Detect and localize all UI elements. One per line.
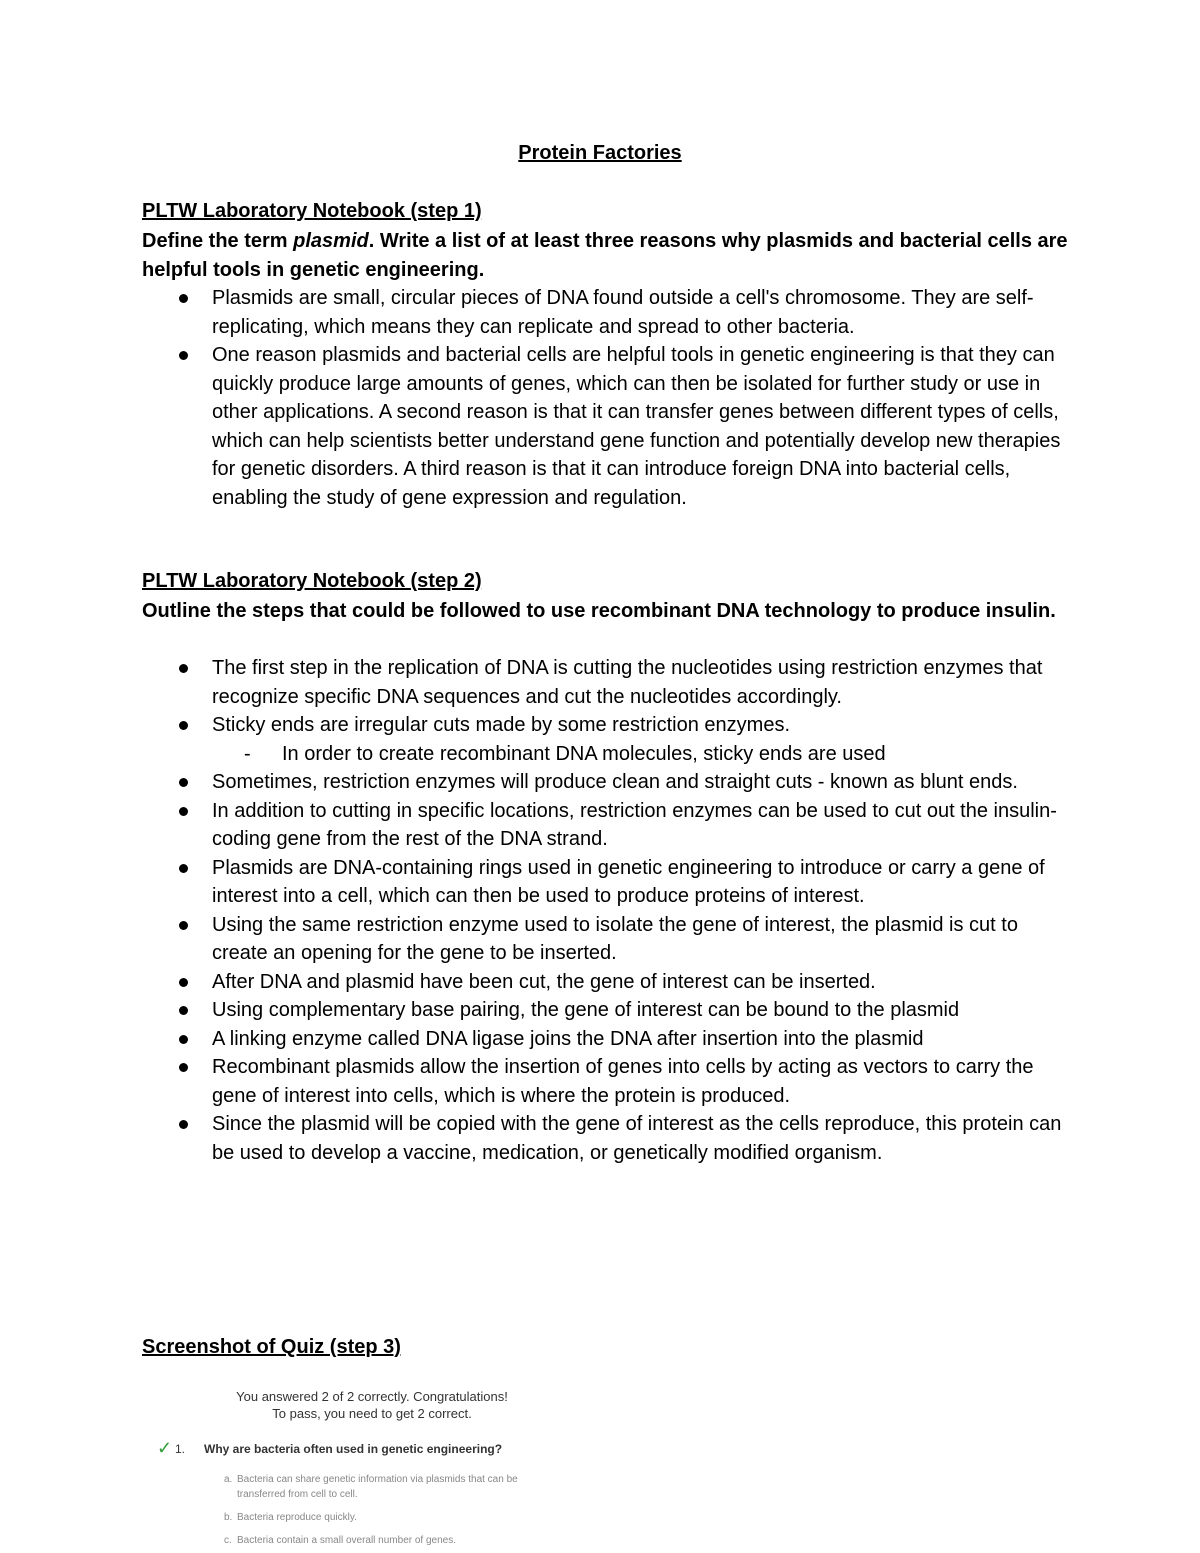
list-item-text: In addition to cutting in specific locations, restriction enzymes can be used to cut out the insulin-coding gene from the rest of the DNA strand.	[212, 799, 1057, 850]
list-item	[142, 1025, 1072, 1054]
list-item-text: A linking enzyme called DNA ligase joins the DNA after insertion into the plasmid	[212, 1027, 924, 1050]
question-number: 1.	[175, 1442, 186, 1456]
step1-prompt-post: . Write a list of at least three reasons why plasmids and bacterial cells are helpful tools in genetic engineering.	[142, 230, 1068, 281]
list-item-text: One reason plasmids and bacterial cells are helpful tools in genetic engineering is that they can quickly produce large amounts of genes, which can then be isolated for further study or use in other applications. A second reason is that it can transfer genes between different types of cells, which can help scientists better understand gene function and potentially develop new therapies for genetic disorders. A third reason is that it can introduce foreign DNA into bacterial cells, enabling the study of gene expression and regulation.	[212, 344, 1061, 509]
quiz-pass-line: To pass, you need to get 2 correct.	[272, 1406, 472, 1421]
step3-heading: Screenshot of Quiz (step 3)	[142, 1336, 401, 1358]
step1-prompt-pre: Define the term	[142, 230, 294, 252]
option-text: Bacteria can share genetic information via plasmids that can be transferred from cell to cell.	[237, 1474, 518, 1500]
list-item-text: Using the same restriction enzyme used to isolate the gene of interest, the plasmid is cut to create an opening for the gene to be inserted.	[212, 913, 1018, 964]
quiz-screenshot	[142, 1380, 702, 1553]
bullet-icon	[179, 1006, 188, 1015]
option-text: Bacteria contain a small overall number of genes.	[237, 1535, 457, 1546]
option-text: Bacteria reproduce quickly.	[237, 1512, 357, 1523]
bullet-icon	[179, 294, 188, 303]
bullet-icon	[179, 978, 188, 987]
list-item	[142, 911, 1072, 968]
list-item	[142, 768, 1072, 797]
answer-option	[224, 1510, 544, 1525]
bullet-icon	[179, 664, 188, 673]
list-item-text: Sometimes, restriction enzymes will produce clean and straight cuts - known as blunt ends.	[212, 771, 1018, 793]
list-item-text: Plasmids are small, circular pieces of DNA found outside a cell's chromosome. They are self-replicating, which means they can replicate and spread to other bacteria.	[212, 287, 1034, 338]
bullet-icon	[179, 1120, 188, 1129]
step2-heading: PLTW Laboratory Notebook (step 2)	[142, 570, 482, 592]
answer-option	[224, 1472, 544, 1502]
sub-list-item	[142, 740, 1072, 769]
bullet-icon	[179, 807, 188, 816]
list-item-text: The first step in the replication of DNA is cutting the nucleotides using restriction enzymes that recognize specific DNA sequences and cut the nucleotides accordingly.	[212, 657, 1043, 708]
step1-prompt	[142, 227, 1072, 285]
list-item-text: In order to create recombinant DNA molecules, sticky ends are used	[282, 742, 886, 765]
list-item	[142, 968, 1072, 997]
list-item-text: Recombinant plasmids allow the insertion of genes into cells by acting as vectors to carry the gene of interest into cells, which is where the protein is produced.	[212, 1056, 1034, 1107]
page-title: Protein Factories	[518, 142, 682, 164]
quiz-result	[212, 1388, 532, 1422]
step1-heading: PLTW Laboratory Notebook (step 1)	[142, 200, 482, 222]
option-letter: c.	[224, 1535, 232, 1546]
bullet-icon	[179, 778, 188, 787]
list-item	[142, 996, 1072, 1025]
list-item-text: After DNA and plasmid have been cut, the gene of interest can be inserted.	[212, 970, 876, 993]
step2-bullet-list	[142, 654, 1072, 1167]
bullet-icon	[179, 1063, 188, 1072]
list-item-text: Using complementary base pairing, the gene of interest can be bound to the plasmid	[212, 999, 960, 1021]
step1-bullet-list	[142, 284, 1072, 512]
list-item	[142, 1110, 1072, 1167]
question-text: Why are bacteria often used in genetic engineering?	[204, 1442, 503, 1456]
list-item	[142, 797, 1072, 854]
bullet-icon	[179, 351, 188, 360]
list-item-text: Since the plasmid will be copied with the gene of interest as the cells reproduce, this protein can be used to develop a vaccine, medication, or genetically modified organism.	[212, 1113, 1062, 1164]
list-item-text: Plasmids are DNA-containing rings used in genetic engineering to introduce or carry a gene of interest into a cell, which can then be used to produce proteins of interest.	[212, 856, 1045, 907]
dash-marker: -	[244, 742, 251, 765]
list-item	[142, 1053, 1072, 1110]
step1-prompt-term: plasmid	[293, 230, 369, 252]
option-letter: b.	[224, 1512, 233, 1523]
list-item-text: Sticky ends are irregular cuts made by some restriction enzymes.	[212, 714, 790, 736]
bullet-icon	[179, 864, 188, 873]
list-item	[142, 854, 1072, 911]
list-item	[142, 654, 1072, 711]
list-item	[142, 284, 1072, 341]
option-letter: a.	[224, 1474, 233, 1485]
bullet-icon	[179, 1035, 188, 1044]
check-icon: ✓	[157, 1438, 173, 1458]
bullet-icon	[179, 721, 188, 730]
bullet-icon	[179, 921, 188, 930]
list-item	[142, 711, 1072, 740]
step2-prompt: Outline the steps that could be followed to use recombinant DNA technology to produce insulin.	[142, 600, 1056, 622]
answer-option	[224, 1533, 544, 1548]
quiz-result-line: You answered 2 of 2 correctly. Congratulations!	[236, 1389, 508, 1404]
list-item	[142, 341, 1072, 512]
